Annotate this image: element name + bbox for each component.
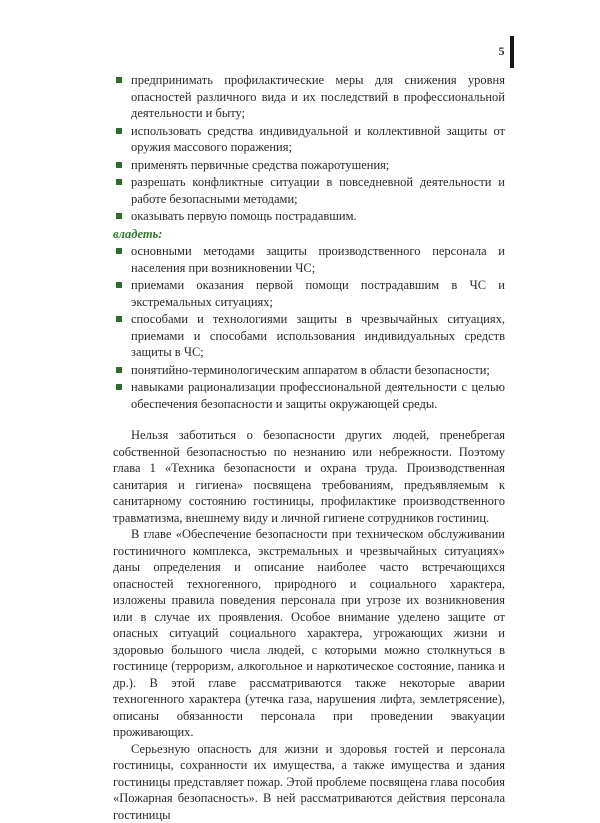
subheading-vladet: владеть: bbox=[113, 226, 505, 243]
list-item: использовать средства индивидуальной и коллективной защиты от оружия массового поражения; bbox=[113, 123, 505, 156]
square-bullet-icon bbox=[116, 179, 122, 185]
section-spacer bbox=[113, 413, 505, 427]
list-item: навыками рационализации профессиональной деятельности с целью обеспечения безопасности и защиты окружающей среды. bbox=[113, 379, 505, 412]
square-bullet-icon bbox=[116, 213, 122, 219]
skills-list-top bbox=[113, 72, 505, 225]
square-bullet-icon bbox=[116, 316, 122, 322]
paragraph: Серьезную опасность для жизни и здоровья гостей и персонала гостиницы, сохранности их имущества, а также имущества и здания гостиницы представляет пожар. Этой проблеме посвящена глава пособия «Пожарная безопасность». В ней рассматриваются действия персонала гостиницы bbox=[113, 741, 505, 823]
list-item: основными методами защиты производственного персонала и населения при возникновении ЧС; bbox=[113, 243, 505, 276]
list-item: применять первичные средства пожаротушения; bbox=[113, 157, 505, 174]
paragraph: В главе «Обеспечение безопасности при техническом обслуживании гостиничного комплекса, экстремальных и чрезвычайных ситуациях» даны определения и описание наиболее часто встречающихся опасностей техногенного, природного и социального характера, изложены правила поведения персонала при угрозе их возникновения или в случае их проявления. Особое внимание уделено защите от опасных ситуаций социального характера, угрожающих жизни и здоровью большого числа людей, с которыми можно столкнуться в гостинице (терроризм, алкогольное и наркотическое состояние, паника и др.). В этой главе рассматриваются также некоторые аварии техногенного характера (утечка газа, нарушения лифта, землетрясение), описаны обязанности персонала при проведении эвакуации проживающих. bbox=[113, 526, 505, 741]
list-item: разрешать конфликтные ситуации в повседневной деятельности и работе безопасными методами; bbox=[113, 174, 505, 207]
list-item: приемами оказания первой помощи пострадавшим в ЧС и экстремальных ситуациях; bbox=[113, 277, 505, 310]
square-bullet-icon bbox=[116, 384, 122, 390]
square-bullet-icon bbox=[116, 128, 122, 134]
page-number: 5 bbox=[499, 44, 506, 59]
list-item: способами и технологиями защиты в чрезвычайных ситуациях, приемами и способами использования индивидуальных средств защиты в ЧС; bbox=[113, 311, 505, 361]
square-bullet-icon bbox=[116, 367, 122, 373]
list-item: понятийно-терминологическим аппаратом в области безопасности; bbox=[113, 362, 505, 379]
square-bullet-icon bbox=[116, 162, 122, 168]
square-bullet-icon bbox=[116, 248, 122, 254]
list-item: оказывать первую помощь пострадавшим. bbox=[113, 208, 505, 225]
square-bullet-icon bbox=[116, 77, 122, 83]
list-item: предпринимать профилактические меры для снижения уровня опасностей различного вида и их последствий в профессиональной деятельности и быту; bbox=[113, 72, 505, 122]
page-body bbox=[113, 72, 505, 823]
square-bullet-icon bbox=[116, 282, 122, 288]
page-number-rule bbox=[510, 36, 514, 68]
skills-list-bottom bbox=[113, 243, 505, 412]
paragraph: Нельзя заботиться о безопасности других людей, пренебрегая собственной безопасностью по незнанию или небрежности. Поэтому глава 1 «Техника безопасности и охрана труда. Производственная санитария и гигиена» посвящена требованиям, предъявляемым к санитарному состоянию гостиницы, профилактике производственного травматизма, внешнему виду и личной гигиене сотрудников гостиниц. bbox=[113, 427, 505, 526]
